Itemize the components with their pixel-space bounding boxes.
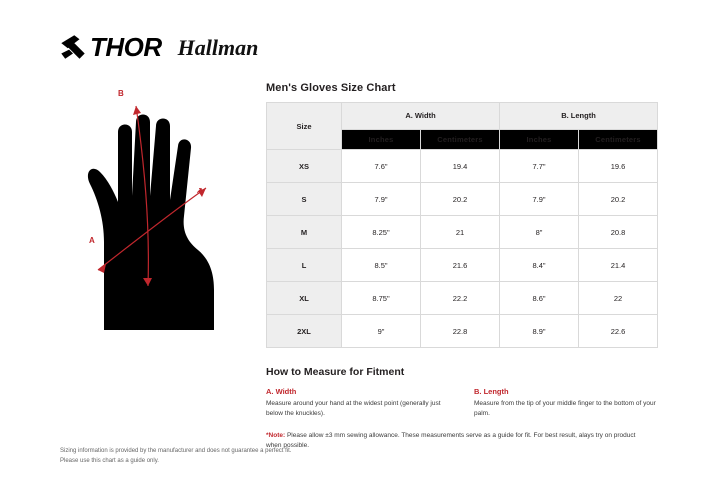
cell-width-cm: 21.6 bbox=[421, 249, 500, 282]
how-to-length-body: Measure from the tip of your middle finger to the bottom of your palm. bbox=[474, 400, 656, 418]
thor-logo bbox=[60, 34, 162, 60]
table-body bbox=[267, 150, 658, 348]
how-to-measure-section bbox=[266, 366, 658, 451]
table-row bbox=[267, 315, 658, 348]
cell-width-inches: 7.6" bbox=[342, 150, 421, 183]
disclaimer-line-2: Please use this chart as a guide only. bbox=[60, 457, 159, 464]
cell-size: M bbox=[267, 216, 342, 249]
measure-arrow-icon: ↗ bbox=[196, 186, 203, 195]
disclaimer-footer bbox=[60, 446, 291, 466]
cell-width-inches: 7.9" bbox=[342, 183, 421, 216]
cell-length-inches: 8.4" bbox=[500, 249, 579, 282]
table-row bbox=[267, 282, 658, 315]
cell-length-inches: 7.9" bbox=[500, 183, 579, 216]
cell-size: 2XL bbox=[267, 315, 342, 348]
cell-width-cm: 19.4 bbox=[421, 150, 500, 183]
cell-length-cm: 19.6 bbox=[579, 150, 658, 183]
table-header-row-groups bbox=[267, 103, 658, 130]
cell-width-cm: 20.2 bbox=[421, 183, 500, 216]
hand-silhouette-icon bbox=[56, 92, 256, 332]
cell-width-inches: 8.75" bbox=[342, 282, 421, 315]
how-to-width bbox=[266, 387, 450, 419]
disclaimer-line-1: Sizing information is provided by the manufacturer and does not guarantee a perfect fit. bbox=[60, 447, 292, 454]
hand-illustration bbox=[56, 89, 256, 332]
header-group-width: A. Width bbox=[342, 103, 500, 130]
chart-column bbox=[266, 82, 658, 451]
measurement-note-body: Please allow ±3 mm sewing allowance. These measurements serve as a guide for fit. For best result, alays try on product when possible. bbox=[266, 432, 636, 450]
cell-width-cm: 22.2 bbox=[421, 282, 500, 315]
measurement-note bbox=[266, 431, 646, 451]
header-width-centimeters: Centimeters bbox=[421, 129, 500, 149]
how-to-width-heading: A. Width bbox=[266, 387, 297, 396]
cell-width-inches: 8.25" bbox=[342, 216, 421, 249]
measure-label-a: A bbox=[89, 236, 95, 245]
cell-width-inches: 8.5" bbox=[342, 249, 421, 282]
thor-hammer-icon bbox=[60, 34, 86, 60]
cell-size: XL bbox=[267, 282, 342, 315]
header-group-length: B. Length bbox=[500, 103, 658, 130]
how-to-length bbox=[474, 387, 658, 419]
cell-length-inches: 7.7" bbox=[500, 150, 579, 183]
table-row bbox=[267, 183, 658, 216]
measurement-note-label: *Note: bbox=[266, 432, 286, 440]
table-head bbox=[267, 103, 658, 150]
cell-length-cm: 20.8 bbox=[579, 216, 658, 249]
measure-label-b: B bbox=[118, 89, 124, 98]
header-length-inches: Inches bbox=[500, 129, 579, 149]
cell-length-inches: 8" bbox=[500, 216, 579, 249]
cell-size: S bbox=[267, 183, 342, 216]
how-to-length-heading: B. Length bbox=[474, 387, 509, 396]
how-to-measure-title: How to Measure for Fitment bbox=[266, 366, 405, 378]
cell-length-cm: 21.4 bbox=[579, 249, 658, 282]
cell-length-cm: 22 bbox=[579, 282, 658, 315]
thor-wordmark: THOR bbox=[90, 32, 162, 62]
cell-width-cm: 22.8 bbox=[421, 315, 500, 348]
cell-width-cm: 21 bbox=[421, 216, 500, 249]
size-chart-table bbox=[266, 102, 658, 348]
how-to-width-body: Measure around your hand at the widest point (generally just below the knuckles). bbox=[266, 400, 441, 418]
page-title: Men's Gloves Size Chart bbox=[266, 82, 396, 94]
cell-length-cm: 20.2 bbox=[579, 183, 658, 216]
cell-length-inches: 8.9" bbox=[500, 315, 579, 348]
how-to-measure-columns bbox=[266, 387, 658, 419]
hallman-wordmark: Hallman bbox=[177, 35, 259, 60]
header-size: Size bbox=[267, 103, 342, 150]
table-row bbox=[267, 216, 658, 249]
header-width-inches: Inches bbox=[342, 129, 421, 149]
table-row bbox=[267, 150, 658, 183]
brand-header bbox=[60, 34, 258, 60]
cell-length-inches: 8.6" bbox=[500, 282, 579, 315]
cell-size: L bbox=[267, 249, 342, 282]
cell-size: XS bbox=[267, 150, 342, 183]
table-row bbox=[267, 249, 658, 282]
cell-length-cm: 22.6 bbox=[579, 315, 658, 348]
header-length-centimeters: Centimeters bbox=[579, 129, 658, 149]
cell-width-inches: 9" bbox=[342, 315, 421, 348]
